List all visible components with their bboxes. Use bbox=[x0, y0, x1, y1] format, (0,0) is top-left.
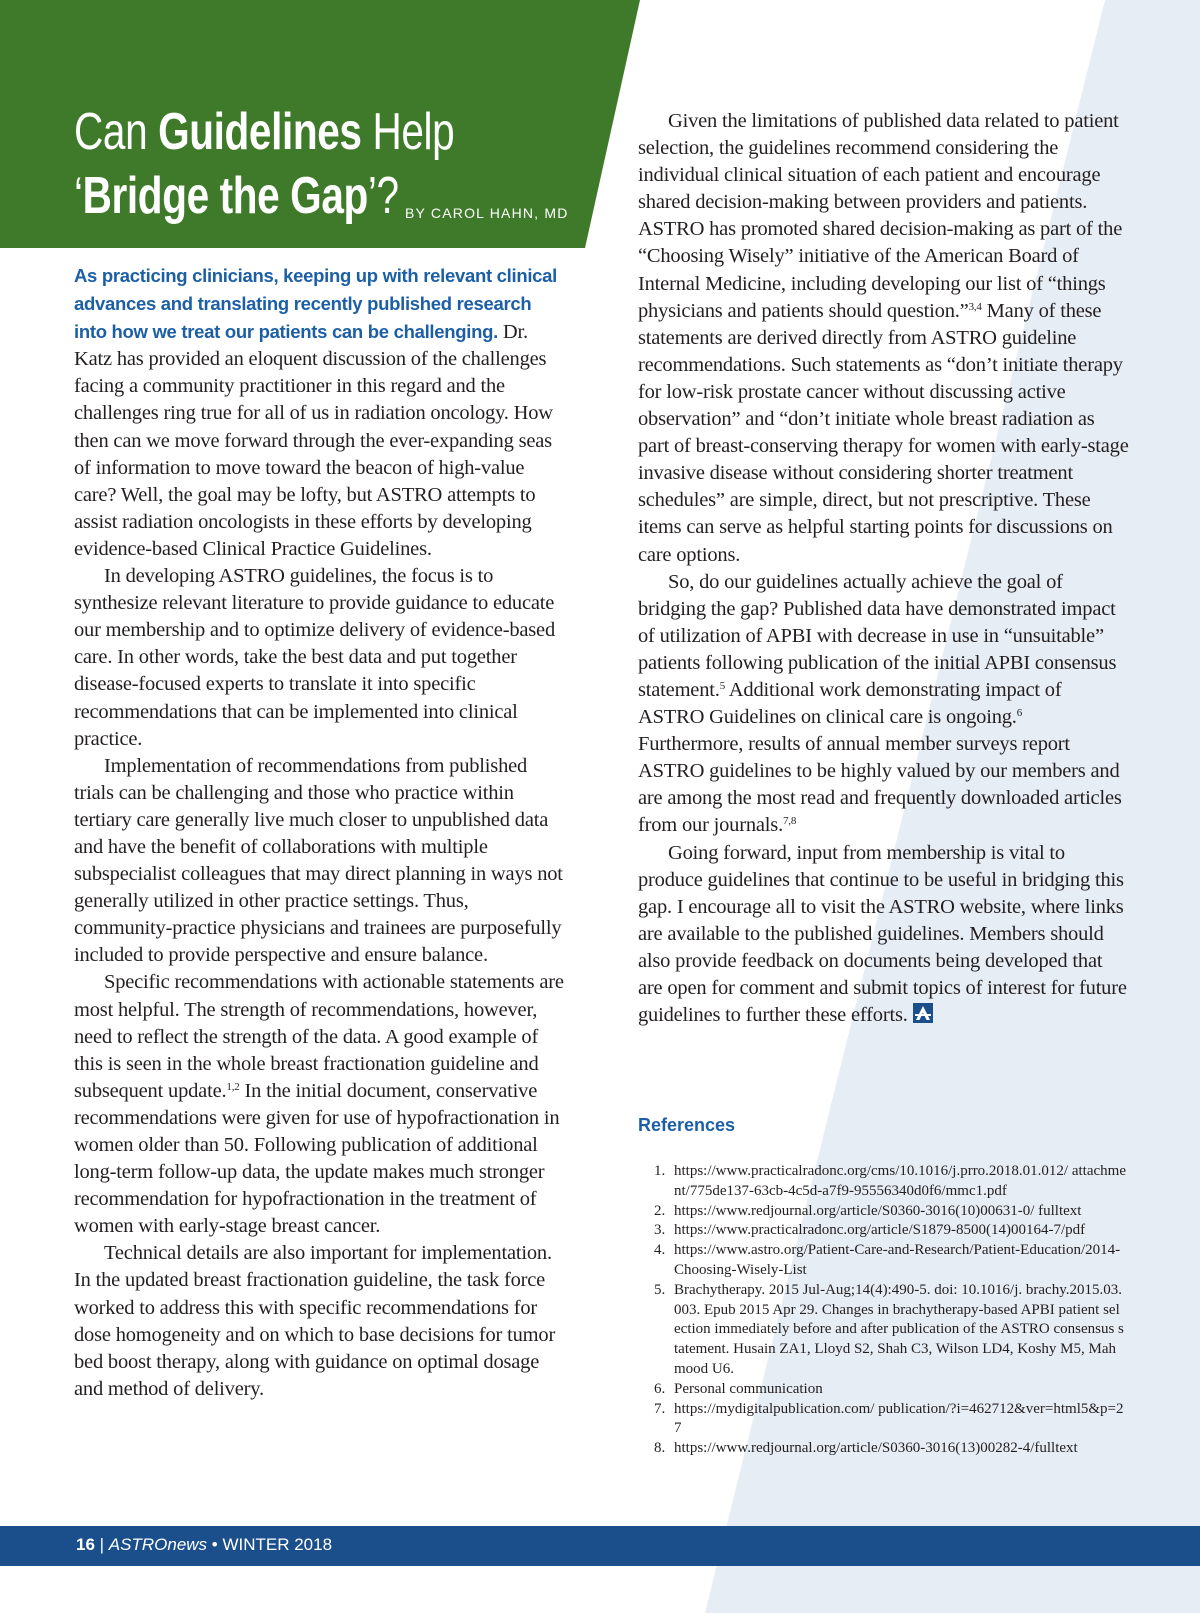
reference-text: https://mydigitalpublication.com/ publication/?i=462712&ver=html5&p=27 bbox=[674, 1400, 1124, 1437]
reference-item bbox=[656, 1281, 1126, 1380]
reference-number: 4. bbox=[654, 1242, 666, 1259]
reference-number: 3. bbox=[654, 1222, 666, 1239]
citation: 7,8 bbox=[783, 815, 797, 828]
reference-text: https://www.astro.org/Patient-Care-and-Research/Patient-Education/2014-Choosing-Wisely-List bbox=[674, 1242, 1121, 1278]
reference-item bbox=[656, 1400, 1126, 1440]
paragraph: So, do our guidelines actually achieve the goal of bridging the gap? Published data have demonstrated impact of utilization of APBI with decrease in use in “unsuitable” patients following publication of the initial APBI consensus statement.$^5$ Additional work demonstrating impact of ASTRO Guidelines on clinical care is ongoing.$^6$ Furthermore, results of annual member surveys report ASTRO guidelines to be highly valued by our members and are among the most read and frequently downloaded articles from our journals.$^{7,8}$ bbox=[638, 570, 1122, 837]
reference-item bbox=[656, 1221, 1126, 1241]
right-column bbox=[638, 108, 1130, 1029]
reference-number: 5. bbox=[654, 1281, 666, 1298]
reference-number: 8. bbox=[654, 1440, 666, 1457]
paragraph: Implementation of recommendations from published trials can be challenging and those who practice within tertiary care generally live much closer to unpublished data and have the benefit of collaborations with multiple subspecialist colleagues that may direct planning in ways not generally utilized in other practice settings. Thus, community-practice physicians and trainees are purposefully included to provide perspective and ensure balance. bbox=[74, 754, 563, 967]
footer-text: 16 | ASTROnews • WINTER 2018 bbox=[76, 1535, 333, 1554]
citation: 5 bbox=[719, 679, 725, 692]
byline: BY CAROL HAHN, MD bbox=[405, 205, 569, 221]
references-list bbox=[656, 1162, 1126, 1459]
reference-item bbox=[656, 1380, 1126, 1400]
reference-text: Brachytherapy. 2015 Jul-Aug;14(4):490-5. doi: 10.1016/j. brachy.2015.03.003. Epub 2015 Apr 29. Changes in brachytherapy-based APBI patient selection immediately before and after publication of the ASTRO consensus statement. Husain ZA1, Lloyd S2, Shah C3, Wilson LD4, Koshy M5, Mahmood U6. bbox=[674, 1281, 1124, 1377]
references-heading: References bbox=[638, 1115, 736, 1135]
reference-number: 1. bbox=[654, 1163, 666, 1179]
reference-text: https://www.practicalradonc.org/article/S1879-8500(14)00164-7/pdf bbox=[674, 1222, 1086, 1239]
reference-text: https://www.redjournal.org/article/S0360-3016(13)00282-4/fulltext bbox=[674, 1440, 1078, 1457]
reference-text: Personal communication bbox=[674, 1380, 823, 1397]
reference-item bbox=[656, 1162, 1126, 1202]
reference-text: https://www.redjournal.org/article/S0360-3016(10)00631-0/ fulltext bbox=[674, 1202, 1082, 1219]
citation: 3,4 bbox=[968, 300, 982, 313]
lead-text: As practicing clinicians, keeping up with relevant clinical advances and translating recently published research into how we treat our patients can be challenging. bbox=[74, 265, 557, 343]
left-column bbox=[74, 262, 566, 1403]
issue-label: WINTER 2018 bbox=[222, 1535, 333, 1554]
reference-number: 7. bbox=[654, 1400, 666, 1417]
magazine-name: ASTROnews bbox=[108, 1535, 208, 1554]
citation: 6 bbox=[1016, 707, 1023, 720]
footer-bar bbox=[0, 1526, 1200, 1566]
reference-number: 2. bbox=[654, 1202, 666, 1219]
reference-text: https://www.practicalradonc.org/cms/10.1016/j.prro.2018.01.012/ attachment/775de137-63cb-4c5d-a7f9-95556340d0f6/mmc1.pdf bbox=[674, 1163, 1126, 1199]
paragraph: Going forward, input from membership is vital to produce guidelines that continue to be useful in bridging this gap. I encourage all to visit the ASTRO website, where links are available to the published guidelines. Members should also provide feedback on documents being developed that are open for comment and submit topics of interest for future guidelines to further these efforts. bbox=[638, 841, 1127, 1027]
paragraph: As practicing clinicians, keeping up with relevant clinical advances and translating recently published research into how we treat our patients can be challenging. Dr. Katz has provided an eloquent discussion of the challenges facing a community practitioner in this regard and the challenges ring true for all of us in radiation oncology. How then can we move forward through the ever-expanding seas of information to move toward the beacon of high-value care? Well, the goal may be lofty, but ASTRO attempts to assist radiation oncologists in these efforts by developing evidence-based Clinical Practice Guidelines. bbox=[74, 265, 557, 560]
reference-item bbox=[656, 1241, 1126, 1281]
reference-item bbox=[656, 1439, 1126, 1459]
paragraph: Given the limitations of published data related to patient selection, the guidelines recommend considering the individual clinical situation of each patient and encourage shared decision-making between providers and patients. ASTRO has promoted shared decision-making as part of the “Choosing Wisely” initiative of the American Board of Internal Medicine, including developing our list of “things physicians and patients should question.”$^{3,4}$ Many of these statements are derived directly from ASTRO guideline recommendations. Such statements as “don’t initiate therapy for low-risk prostate cancer without discussing active observation” and “don’t initiate whole breast radiation as part of breast-conserving therapy for women with early-stage invasive disease without considering shorter treatment schedules” are simple, direct, but not prescriptive. These items can serve as helpful starting points for discussions on care options. bbox=[638, 110, 1129, 566]
article-title: Can Guidelines Help ‘Bridge the Gap’? bbox=[74, 103, 455, 225]
reference-item bbox=[656, 1202, 1126, 1222]
page-number: 16 bbox=[76, 1535, 95, 1554]
reference-number: 6. bbox=[654, 1380, 666, 1397]
astro-logo-icon bbox=[913, 1003, 933, 1023]
paragraph: In developing ASTRO guidelines, the focus is to synthesize relevant literature to provide guidance to educate our membership and to optimize delivery of evidence-based care. In other words, take the best data and put together disease-focused experts to translate it into specific recommendations that can be implemented into clinical practice. bbox=[74, 565, 556, 750]
paragraph: Specific recommendations with actionable statements are most helpful. The strength of recommendations, however, need to reflect the strength of the data. A good example of this is seen in the whole breast fractionation guideline and subsequent update.$^{1,2}$ In the initial document, conservative recommendations were given for use of hypofractionation in women older than 50. Following publication of additional long-term follow-up data, the update makes much stronger recommendation for hypofractionation in the treatment of women with early-stage breast cancer. bbox=[74, 971, 564, 1238]
citation: 1,2 bbox=[226, 1080, 240, 1093]
paragraph: Technical details are also important for implementation. In the updated breast fractionation guideline, the task force worked to address this with specific recommendations for dose homogeneity and on which to base decisions for tumor bed boost therapy, along with guidance on optimal dosage and method of delivery. bbox=[74, 1242, 556, 1400]
